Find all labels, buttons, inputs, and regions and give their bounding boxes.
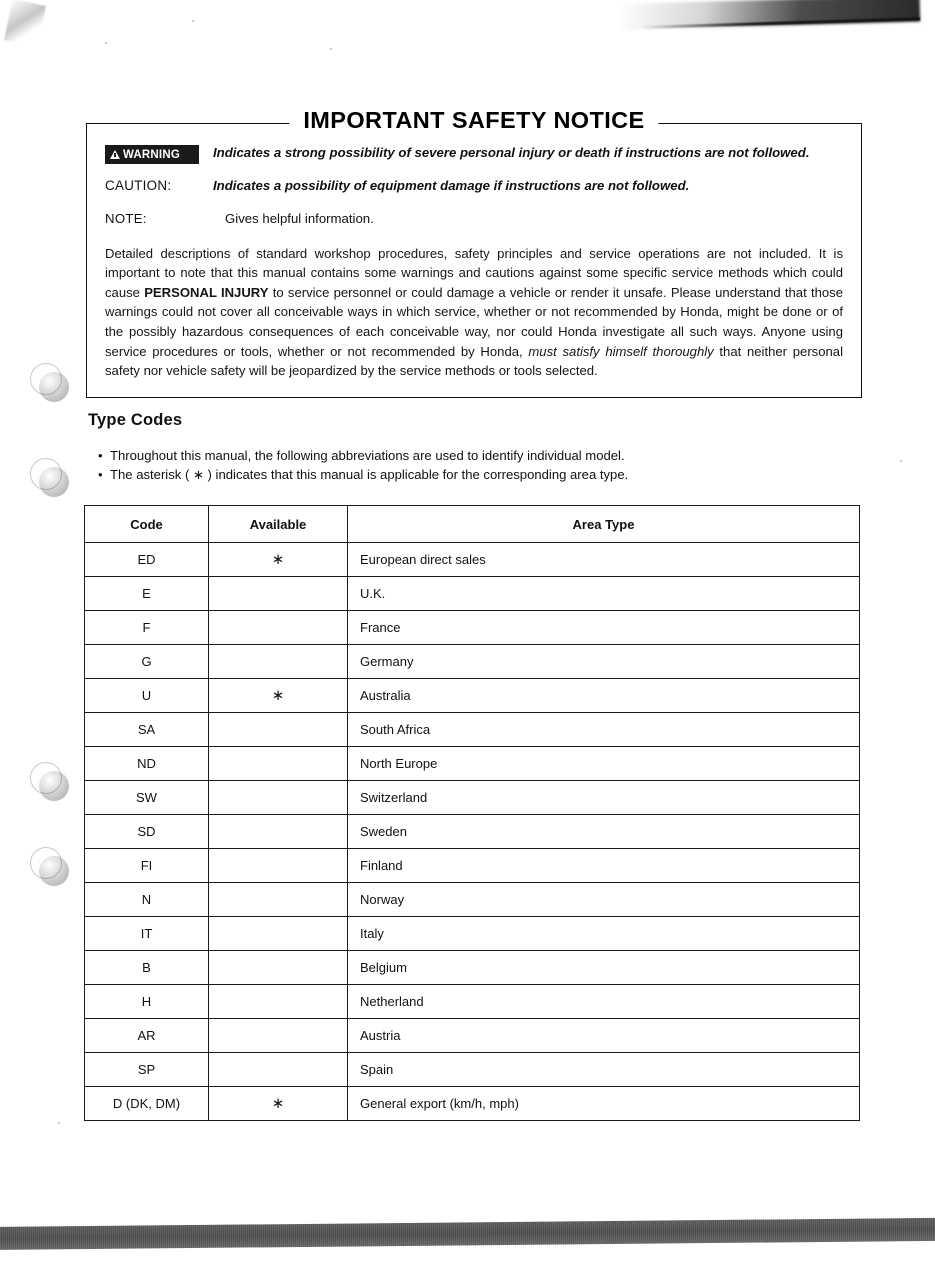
cell-available bbox=[209, 645, 348, 679]
table-row bbox=[85, 645, 860, 679]
cell-available bbox=[209, 951, 348, 985]
bullet-marker-icon: • bbox=[98, 448, 103, 463]
cell-area-type: Switzerland bbox=[348, 781, 860, 815]
column-header-code: Code bbox=[85, 506, 209, 543]
cell-code: SW bbox=[85, 781, 209, 815]
cell-available bbox=[209, 815, 348, 849]
cell-code: D (DK, DM) bbox=[85, 1087, 209, 1121]
list-item-label: The asterisk ( ∗ ) indicates that this manual is applicable for the corresponding area type. bbox=[110, 466, 629, 482]
cell-area-type: Sweden bbox=[348, 815, 860, 849]
bullet-marker-icon: • bbox=[98, 466, 103, 482]
type-codes-bullet-list bbox=[98, 447, 628, 484]
column-header-area-type: Area Type bbox=[348, 506, 860, 543]
table-row bbox=[85, 781, 860, 815]
table-row bbox=[85, 1019, 860, 1053]
scan-speck bbox=[58, 1122, 60, 1124]
paragraph-italic-satisfy-himself: must satisfy himself thoroughly bbox=[528, 343, 714, 359]
cell-area-type: U.K. bbox=[348, 577, 860, 611]
binder-hole bbox=[30, 762, 70, 802]
cell-area-type: Germany bbox=[348, 645, 860, 679]
paragraph-part-3: that neither personal safety nor vehicle safety will be jeopardized by the service methods or tools selected. bbox=[105, 343, 843, 379]
cell-code: E bbox=[85, 577, 209, 611]
list-item bbox=[98, 447, 628, 466]
table-row bbox=[85, 985, 860, 1019]
cell-area-type: Spain bbox=[348, 1053, 860, 1087]
cell-area-type: France bbox=[348, 611, 860, 645]
scan-speck bbox=[900, 460, 902, 462]
binder-hole bbox=[30, 458, 70, 498]
cell-area-type: South Africa bbox=[348, 713, 860, 747]
scan-speck bbox=[330, 48, 332, 50]
cell-available bbox=[209, 1053, 348, 1087]
table-row bbox=[85, 577, 860, 611]
cell-area-type: Belgium bbox=[348, 951, 860, 985]
list-item-label: Throughout this manual, the following abbreviations are used to identify individual model. bbox=[110, 448, 625, 463]
page-title: IMPORTANT SAFETY NOTICE bbox=[289, 107, 658, 134]
cell-available bbox=[209, 781, 348, 815]
cell-code: F bbox=[85, 611, 209, 645]
cell-area-type: Australia bbox=[348, 679, 860, 713]
warning-definition-row bbox=[105, 145, 843, 164]
cell-area-type: North Europe bbox=[348, 747, 860, 781]
warning-badge bbox=[105, 145, 199, 164]
safety-notice-content bbox=[87, 123, 861, 397]
binder-hole-shadow bbox=[39, 771, 69, 801]
cell-area-type: European direct sales bbox=[348, 543, 860, 577]
binder-hole-shadow bbox=[39, 372, 69, 402]
table-row bbox=[85, 849, 860, 883]
cell-area-type: Austria bbox=[348, 1019, 860, 1053]
paragraph-bold-personal-injury: PERSONAL INJURY bbox=[144, 284, 269, 300]
cell-area-type: Norway bbox=[348, 883, 860, 917]
table-row bbox=[85, 1087, 860, 1121]
cell-available bbox=[209, 849, 348, 883]
warning-badge-label: WARNING bbox=[123, 148, 180, 161]
binder-hole bbox=[30, 363, 70, 403]
cell-code: FI bbox=[85, 849, 209, 883]
cell-code: U bbox=[85, 679, 209, 713]
cell-code: SD bbox=[85, 815, 209, 849]
cell-code: SA bbox=[85, 713, 209, 747]
cell-available: ∗ bbox=[209, 1087, 348, 1121]
safety-notice-paragraph bbox=[105, 244, 843, 381]
cell-available bbox=[209, 713, 348, 747]
cell-code: N bbox=[85, 883, 209, 917]
note-definition-row bbox=[105, 211, 843, 226]
cell-available bbox=[209, 747, 348, 781]
table-row bbox=[85, 747, 860, 781]
table-row bbox=[85, 917, 860, 951]
cell-available bbox=[209, 917, 348, 951]
page-corner-curl bbox=[4, 0, 46, 47]
warning-definition-text: Indicates a strong possibility of severe personal injury or death if instructions are not followed. bbox=[213, 145, 810, 160]
safety-notice-box bbox=[86, 123, 862, 398]
table-row bbox=[85, 951, 860, 985]
table-row bbox=[85, 815, 860, 849]
cell-available: ∗ bbox=[209, 679, 348, 713]
warning-triangle-icon bbox=[110, 150, 120, 159]
table-body bbox=[85, 543, 860, 1121]
cell-code: ED bbox=[85, 543, 209, 577]
caution-definition-row bbox=[105, 178, 843, 195]
table-row bbox=[85, 713, 860, 747]
cell-code: IT bbox=[85, 917, 209, 951]
binder-hole-shadow bbox=[39, 856, 69, 886]
cell-available: ∗ bbox=[209, 543, 348, 577]
paragraph-part-2: to service personnel or could damage a vehicle or render it unsafe. Please understand that those warnings could not cover all conceivable ways in which service, whether or not recommended by Honda, might be done or of the possibly hazardous consequences of each conceivable way, nor could Honda investigate all such ways. Anyone using service procedures or tools, whether or not recommended by Honda, bbox=[105, 284, 844, 359]
table-row bbox=[85, 883, 860, 917]
table-row bbox=[85, 543, 860, 577]
cell-available bbox=[209, 577, 348, 611]
cell-area-type: Italy bbox=[348, 917, 860, 951]
binder-hole bbox=[30, 847, 70, 887]
table-row bbox=[85, 679, 860, 713]
section-title-type-codes: Type Codes bbox=[88, 411, 183, 429]
cell-area-type: Finland bbox=[348, 849, 860, 883]
column-header-available: Available bbox=[209, 506, 348, 543]
table-header-row bbox=[85, 506, 860, 543]
cell-code: H bbox=[85, 985, 209, 1019]
caution-definition-text: Indicates a possibility of equipment damage if instructions are not followed. bbox=[213, 178, 690, 193]
scan-shadow-bottom bbox=[0, 1218, 935, 1250]
cell-available bbox=[209, 611, 348, 645]
table-row bbox=[85, 611, 860, 645]
binder-hole-shadow bbox=[39, 467, 69, 497]
cell-area-type: Netherland bbox=[348, 985, 860, 1019]
cell-area-type: General export (km/h, mph) bbox=[348, 1087, 860, 1121]
cell-code: SP bbox=[85, 1053, 209, 1087]
scan-speck bbox=[105, 42, 107, 44]
cell-code: B bbox=[85, 951, 209, 985]
cell-code: AR bbox=[85, 1019, 209, 1053]
type-codes-table bbox=[84, 505, 860, 1121]
paragraph-part-1: Detailed descriptions of standard workshop procedures, safety principles and service operations are not included. It is important to note that this manual contains some warnings and cautions against some specific service methods which could cause bbox=[105, 245, 843, 300]
cell-available bbox=[209, 883, 348, 917]
table-row bbox=[85, 1053, 860, 1087]
caution-label: CAUTION: bbox=[105, 178, 172, 193]
scan-speck bbox=[192, 20, 194, 22]
note-label: NOTE: bbox=[105, 210, 147, 226]
cell-available bbox=[209, 1019, 348, 1053]
note-definition-text: Gives helpful information. bbox=[225, 210, 374, 226]
cell-code: G bbox=[85, 645, 209, 679]
cell-available bbox=[209, 985, 348, 1019]
cell-code: ND bbox=[85, 747, 209, 781]
list-item bbox=[98, 466, 628, 485]
